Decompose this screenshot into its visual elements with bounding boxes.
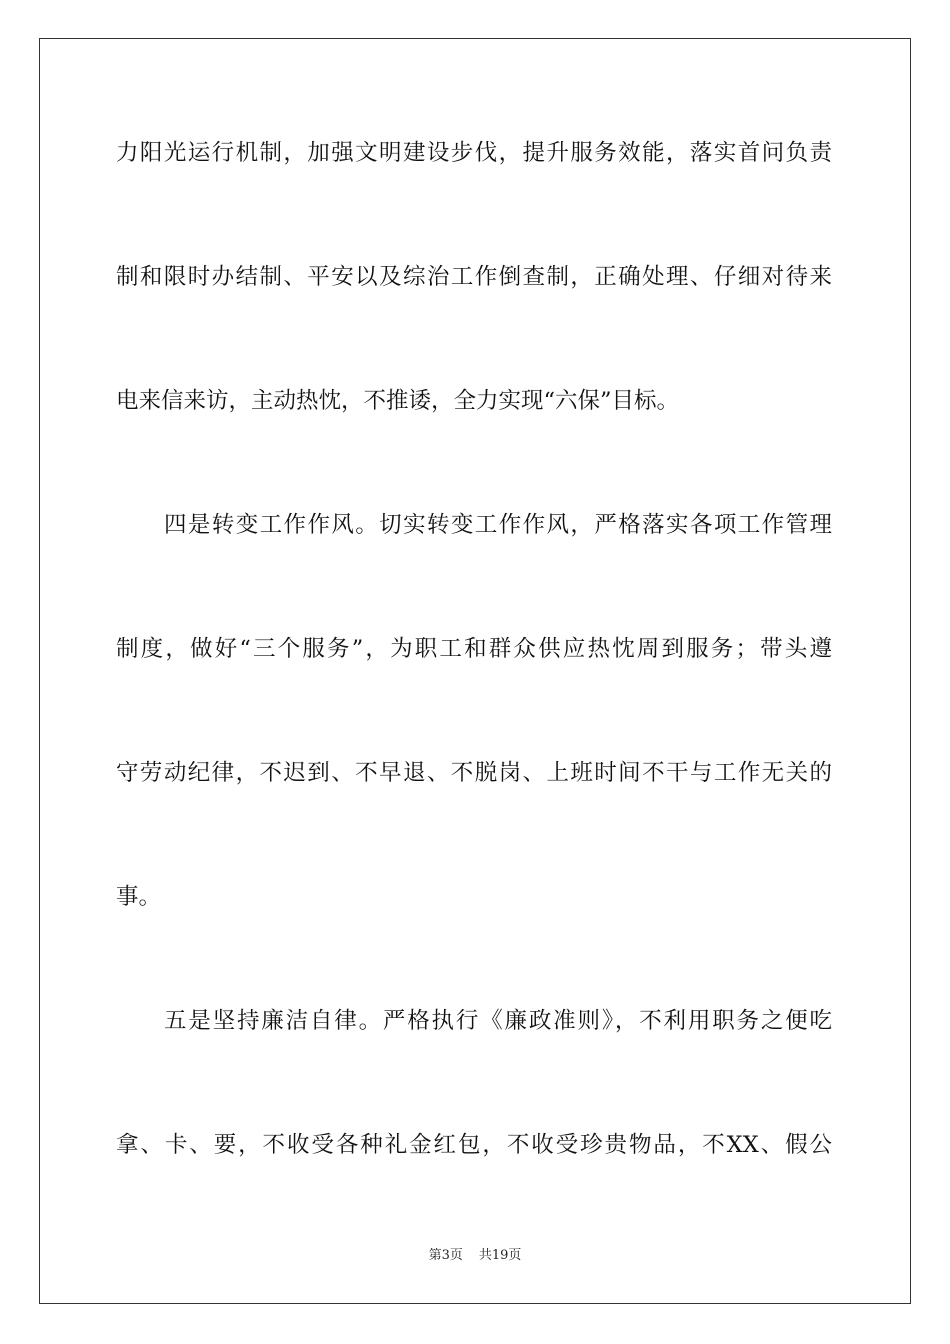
text-line-3: 电来信来访，主动热忱，不推诿，全力实现“六保”目标。	[116, 388, 680, 414]
page-number: 第3页	[428, 1248, 463, 1263]
text-line-6: 守劳动纪律，不迟到、不早退、不脱岗、上班时间不干与工作无关的	[116, 760, 832, 786]
text-line-4: 四是转变工作作风。切实转变工作作风，严格落实各项工作管理	[164, 512, 832, 538]
text-line-5: 制度，做好“三个服务”，为职工和群众供应热忱周到服务；带头遵	[116, 636, 832, 662]
text-line-9: 拿、卡、要，不收受各种礼金红包，不收受珍贵物品，不XX、假公	[116, 1132, 832, 1158]
text-line-2: 制和限时办结制、平安以及综治工作倒查制，正确处理、仔细对待来	[116, 264, 832, 290]
text-line-8: 五是坚持廉洁自律。严格执行《廉政准则》，不利用职务之便吃	[164, 1008, 832, 1034]
page-total: 共19页	[478, 1248, 522, 1263]
page-footer	[0, 1246, 950, 1266]
text-line-7: 事。	[116, 884, 162, 910]
text-line-1: 力阳光运行机制，加强文明建设步伐，提升服务效能，落实首问负责	[116, 140, 832, 166]
